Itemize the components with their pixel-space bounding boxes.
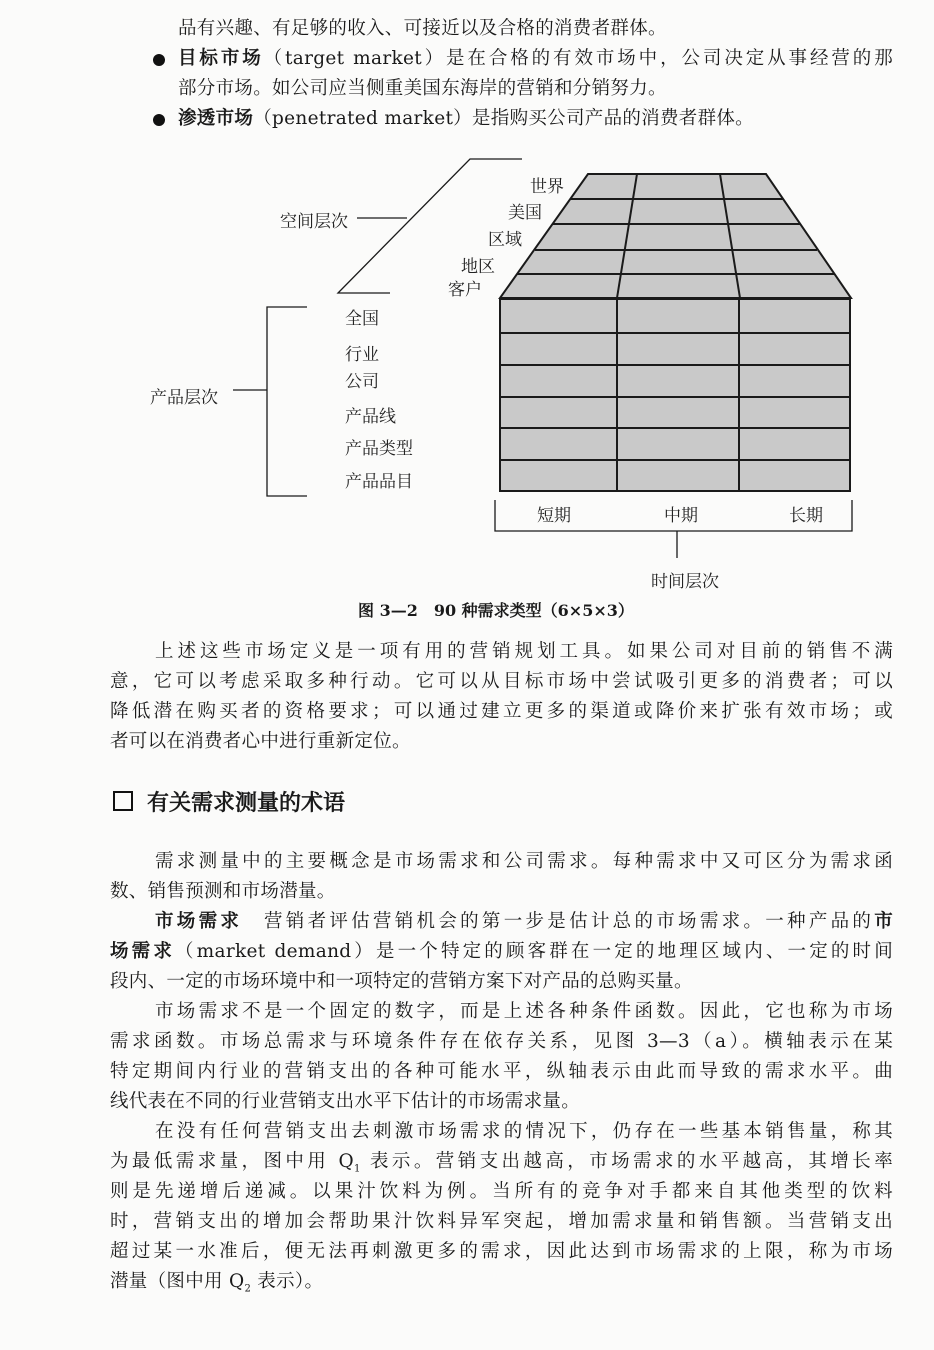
space-level-label: 客户 <box>448 280 482 300</box>
para5-line: 时，营销支出的增加会帮助果汁饮料异军突起，增加需求量和销售额。当营销支出 <box>110 1211 893 1232</box>
para1-line: 意，它可以考虑采取多种行动。它可以从目标市场中尝试吸引更多的消费者；可以 <box>110 671 893 692</box>
para4-line: 需求函数。市场总需求与环境条件存在依存关系，见图 3—3（a）。横轴表示在某 <box>110 1031 893 1052</box>
product-time-plane <box>500 299 850 491</box>
space-level-label: 区域 <box>488 230 522 250</box>
para4-line: 线代表在不同的行业营销支出水平下估计的市场需求量。 <box>110 1091 581 1112</box>
text-line: 品有兴趣、有足够的收入、可接近以及合格的消费者群体。 <box>178 18 667 39</box>
term-penetrated-market: 渗透市场 <box>178 108 254 129</box>
para5-text: 表示）。 <box>251 1271 324 1292</box>
para4-line: 特定期间内行业的营销支出的各种可能水平，纵轴表示由此而导致的需求水平。曲 <box>110 1061 893 1082</box>
para5-text: 为最低需求量，图中用 Q <box>110 1151 354 1172</box>
para1-line: 者可以在消费者心中进行重新定位。 <box>110 731 411 752</box>
para2-line: 数、销售预测和市场潜量。 <box>110 881 336 902</box>
para3-text: （market demand）是一个特定的顾客群在一定的地理区域内、一定的时间 <box>175 941 893 962</box>
para5-line: 在没有任何营销支出去刺激市场需求的情况下，仍存在一些基本销售量，称其 <box>155 1121 893 1142</box>
para3-text: 营销者评估营销机会的第一步是估计总的市场需求。一种产品的 <box>242 911 875 932</box>
term-market-demand-split: 市 <box>874 911 894 932</box>
product-level-label: 全国 <box>345 309 379 329</box>
para4-line: 市场需求不是一个固定的数字，而是上述各种条件函数。因此，它也称为市场 <box>155 1001 893 1022</box>
product-level-label: 产品品目 <box>345 472 413 492</box>
para1-line: 降低潜在购买者的资格要求；可以通过建立更多的渠道或降价来扩张有效市场；或 <box>110 701 893 722</box>
para3-line <box>110 937 893 967</box>
term-market-demand-split: 场需求 <box>110 941 175 962</box>
space-axis-label: 空间层次 <box>280 212 348 232</box>
para3-line <box>155 907 893 937</box>
subscript: 2 <box>244 1283 252 1295</box>
product-level-label: 产品类型 <box>345 439 413 459</box>
product-bracket <box>267 307 307 496</box>
term-market-demand: 市场需求 <box>155 911 243 932</box>
para5-text: 表示。营销支出越高，市场需求的水平越高，其增长率 <box>360 1151 893 1172</box>
time-axis-label: 时间层次 <box>651 572 719 592</box>
text-line: 部分市场。如公司应当侧重美国东海岸的营销和分销努力。 <box>178 78 667 99</box>
product-level-label: 产品线 <box>345 407 396 427</box>
term-target-market: 目标市场 <box>178 48 264 69</box>
product-level-label: 公司 <box>345 372 379 392</box>
square-box-icon <box>113 791 133 811</box>
para5-line <box>110 1267 893 1305</box>
time-level-label: 短期 <box>537 506 571 526</box>
demand-types-diagram <box>0 0 934 620</box>
section-heading <box>113 786 345 817</box>
para5-line: 超过某一水准后，便无法再刺激更多的需求，因此达到市场需求的上限，称为市场 <box>110 1241 893 1262</box>
subscript: 1 <box>354 1163 361 1175</box>
para2-line: 需求测量中的主要概念是市场需求和公司需求。每种需求中又可区分为需求函 <box>155 851 893 872</box>
time-level-label: 长期 <box>789 506 823 526</box>
space-level-label: 美国 <box>508 203 542 223</box>
product-level-label: 行业 <box>345 345 379 365</box>
section-title: 有关需求测量的术语 <box>147 791 346 816</box>
para3-line: 段内、一定的市场环境中和一项特定的营销方案下对产品的总购买量。 <box>110 971 693 992</box>
figure-caption: 图 3—2 90 种需求类型（6×5×3） <box>358 601 634 620</box>
para5-text: 潜量（图中用 Q <box>110 1271 245 1292</box>
time-level-label: 中期 <box>664 506 698 526</box>
product-axis-label: 产品层次 <box>150 388 218 408</box>
bullet-text: （penetrated market）是指购买公司产品的消费者群体。 <box>253 108 754 129</box>
bullet-text: （target market）是在合格的有效市场中，公司决定从事经营的那 <box>263 48 893 69</box>
para5-line: 则是先递增后递减。以果汁饮料为例。当所有的竞争对手都来自其他类型的饮料 <box>110 1181 893 1202</box>
space-level-label: 世界 <box>530 177 564 197</box>
space-level-label: 地区 <box>461 257 495 277</box>
para1-line: 上述这些市场定义是一项有用的营销规划工具。如果公司对目前的销售不满 <box>155 641 893 662</box>
